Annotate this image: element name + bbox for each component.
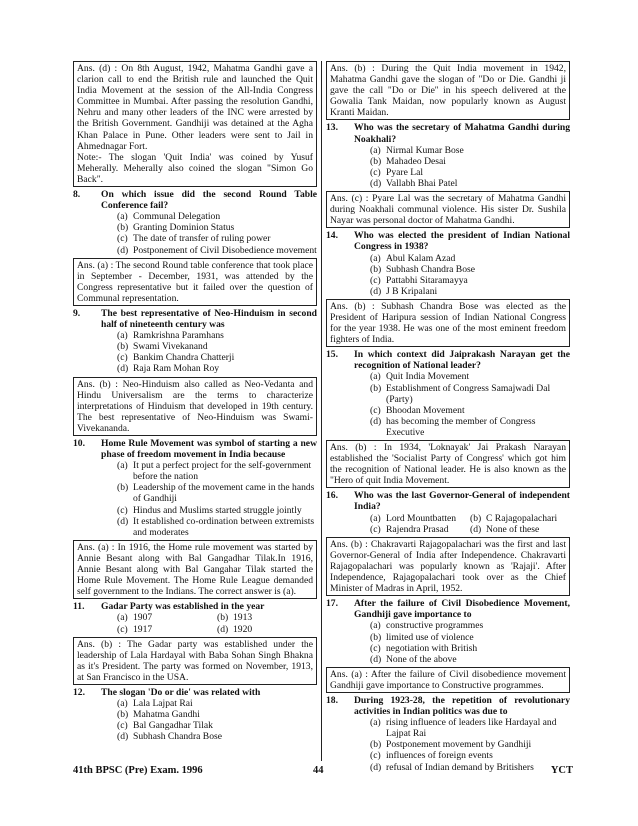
option [217,612,317,623]
option [117,612,217,623]
options-12 [117,698,317,742]
option-text: Postponement movement by Gandhiji [386,739,532,751]
option [370,717,570,739]
option-letter: (c) [370,274,381,286]
option-letter: (b) [370,631,382,643]
answer-14-text: Ans. (b) : Subhash Chandra Bose was elected as the President of Haripura session of Indian National Congress for the year 1938. He was one of the most eminent freedom fighters of India. [330,300,566,346]
option-text: It established co-ordination between extremists and moderates [133,515,315,538]
option-text: None of the above [386,653,457,665]
answer-7 [73,61,317,187]
question-18 [326,695,570,717]
option [370,156,570,167]
question-number: 8. [73,189,81,201]
option [370,145,570,156]
option-letter: (c) [370,523,381,535]
option [117,211,317,222]
answer-17-text: Ans. (a) : After the failure of Civil disobedience movement Gandhiji gave importance to Constructive programmes. [330,668,566,691]
answer-13-text: Ans. (c) : Pyare Lal was the secretary of Mahatma Gandhi during Noakhali communal violence. His sister Dr. Sushila Nayar was personal doctor of Mahatma Gandhi. [330,193,566,227]
option-letter: (c) [370,642,381,654]
option-text: Vallabh Bhai Patel [386,177,458,189]
option [117,709,317,720]
option-text: Bal Gangadhar Tilak [133,720,213,732]
option-text: Rajendra Prasad [386,523,449,535]
option-text: Pyare Lal [386,166,424,178]
option-letter: (c) [370,750,381,762]
question-8 [73,189,317,211]
question-text: The best representative of Neo-Hinduism in second half of nineteenth century was [101,307,317,331]
question-9 [73,308,317,330]
left-column [73,61,317,744]
answer-11 [73,637,317,685]
option-letter: (a) [117,698,128,710]
option-letter: (c) [117,720,128,732]
question-number: 12. [73,686,85,698]
option-text: The date of transfer of ruling power [133,233,271,245]
option-letter: (a) [117,612,128,624]
question-number: 14. [326,230,338,242]
question-text: Home Rule Movement was symbol of starting a new phase of freedom movement in India because [101,438,317,461]
options-10 [117,460,317,538]
option-letter: (c) [117,233,128,245]
option [117,330,317,341]
option-letter: (a) [370,371,381,383]
option-letter: (b) [470,512,482,524]
option-text: None of these [486,523,540,535]
option [117,482,317,504]
answer-8 [73,258,317,306]
option [117,698,317,709]
option [370,416,570,438]
option-text: It put a perfect project for the self-government before the nation [133,460,312,483]
column-divider [321,61,322,761]
option [370,632,570,643]
question-text: In which context did Jaiprakash Narayan get the recognition of National leader? [354,349,570,372]
option-text: Mahadeo Desai [386,155,446,167]
options-13 [370,145,570,189]
option-text: J B Kripalani [386,285,438,297]
option-letter: (a) [370,717,381,729]
option-letter: (b) [217,612,229,624]
answer-9-text: Ans. (b) : Neo-Hinduism also called as Neo-Vedanta and Hindu Universalism are the terms to characterize interpretations of Hinduism that developed in 19th century. The best representative of Neo-Hinduism was Swami-Vivekananda. [77,378,313,434]
option-letter: (a) [370,620,381,632]
option-text: Postponement of Civil Disobedience movement [133,244,317,256]
option [117,222,317,233]
options-9 [117,330,317,374]
option-text: limited use of violence [386,631,474,643]
answer-11-text: Ans. (b) : The Gadar party was established under the leadership of Lala Hardayal with Baba Sohan Singh Bhakna as it's President. The party was formed on November, 1913, at San Francisco in the USA. [77,638,313,683]
option-letter: (b) [370,263,382,275]
answer-7-note: Note:- The slogan 'Quit India' was coined by Yusuf Meherally. Meherally also coined the slogan "Simon Go Back". [77,151,313,185]
option-letter: (b) [370,155,382,167]
option [217,624,317,635]
option-letter: (b) [117,482,129,494]
question-17 [326,598,570,620]
option-letter: (a) [370,252,381,264]
option-text: Lala Lajpat Rai [133,698,193,710]
option [117,460,317,482]
option [117,720,317,731]
option-text: Bhoodan Movement [386,404,465,416]
option-text: 1917 [133,623,153,635]
question-11 [73,601,317,612]
option-letter: (c) [117,352,128,364]
option [370,524,470,535]
answer-15-text: Ans. (b) : In 1934, 'Loknayak' Jai Prakash Narayan established the 'Socialist Party of Congress' which got him the recognition of National leader. He is also known as the "Hero of quit India Movement. [330,442,566,487]
option-text: Communal Delegation [133,211,221,223]
option-text: Establishment of Congress Samajwadi Dal (Party) [386,382,551,405]
option-text: Bankim Chandra Chatterji [133,352,235,364]
option [370,167,570,178]
answer-10 [73,540,317,599]
question-text: Gadar Party was established in the year [101,601,265,613]
option-text: Lord Mountbatten [386,512,457,524]
option [117,233,317,244]
option [117,245,317,256]
option [370,383,570,405]
answer-14 [326,299,570,347]
option [370,513,470,524]
option-letter: (c) [117,623,128,635]
answer-12-text: Ans. (b) : During the Quit India movement in 1942, Mahatma Gandhi gave the slogan of "Do or Die. Gandhi ji gave the call "Do or Die'' in his speech delivered at the Gowalia Tank Maidan, now popularly known as August Kranti Maidan. [330,63,566,119]
question-16 [326,490,570,512]
answer-13 [326,191,570,228]
option [470,524,570,535]
option [370,620,570,631]
question-text: During 1923-28, the repetition of revolutionary activities in Indian politics was due to [354,694,570,718]
question-number: 17. [326,598,338,610]
answer-8-text: Ans. (a) : The second Round table conference that took place in September - December, 1931, was attended by the Congress representative but it failed over the question of Communal representation. [77,259,313,304]
option-text: refusal of Indian demand by Britishers [386,761,534,773]
option-text: 1907 [133,612,153,624]
option-text: C Rajagopalachari [486,512,558,524]
option [117,505,317,516]
option-letter: (d) [217,623,229,635]
option-letter: (b) [117,709,129,721]
option-letter: (b) [370,739,382,751]
question-number: 16. [326,490,338,502]
question-number: 15. [326,349,338,361]
option-text: Hindus and Muslims started struggle jointly [133,504,302,516]
option-text: rising influence of leaders like Hardayal and Lajpat Rai [386,717,557,740]
options-14 [370,253,570,297]
options-17 [370,620,570,664]
option-letter: (d) [370,177,382,189]
option [370,264,570,275]
question-text: Who was elected the president of Indian National Congress in 1938? [354,230,570,253]
option-letter: (d) [470,523,482,535]
option-letter: (d) [117,731,129,743]
option [470,513,570,524]
option-letter: (d) [117,244,129,256]
question-12 [73,687,317,698]
question-number: 11. [73,601,85,613]
footer-exam: 41th BPSC (Pre) Exam. 1996 [73,765,203,776]
option [370,275,570,286]
question-13 [326,122,570,144]
option-text: Mahatma Gandhi [133,709,200,721]
option [370,762,570,773]
options-18 [370,717,570,772]
question-text: After the failure of Civil Disobedience Movement, Gandhiji gave importance to [354,598,570,621]
footer-page-number: 44 [313,765,324,776]
right-column [326,61,570,775]
option-letter: (b) [117,222,129,234]
option-text: constructive programmes [386,620,484,632]
option [117,352,317,363]
option [117,731,317,742]
option-text: Raja Ram Mohan Roy [133,363,220,375]
option-letter: (a) [117,211,128,223]
question-14 [326,230,570,252]
answer-16 [326,537,570,596]
option-letter: (a) [370,144,381,156]
option-text: Pattabhi Sitaramayya [386,274,468,286]
option-text: Subhash Chandra Bose [133,731,222,743]
question-number: 10. [73,438,85,449]
option-text: 1920 [233,623,253,635]
option [370,405,570,416]
option [370,178,570,189]
option-text: Granting Dominion Status [133,222,235,234]
answer-12 [326,61,570,120]
answer-17 [326,667,570,693]
option-text: Swami Vivekanand [133,341,208,353]
option-letter: (c) [370,404,381,416]
question-number: 18. [326,694,338,706]
question-text: The slogan 'Do or die' was related with [101,686,261,698]
question-10 [73,438,317,460]
answer-9 [73,377,317,436]
question-text: On which issue did the second Round Table Conference fail? [101,189,317,212]
option [370,739,570,750]
question-text: Who was the last Governor-General of independent India? [354,490,570,513]
footer-brand: YCT [550,765,573,776]
answer-15 [326,440,570,488]
option-text: Quit India Movement [386,371,470,383]
options-16 [370,513,570,535]
options-15 [370,371,570,438]
option-letter: (d) [370,653,382,665]
option-text: Subhash Chandra Bose [386,263,475,275]
question-15 [326,349,570,371]
option-letter: (d) [370,285,382,297]
option [370,371,570,382]
question-number: 13. [326,122,338,134]
answer-10-text: Ans. (a) : In 1916, the Home rule movement was started by Annie Besant along with Bal Gangadhar Tilak.In 1916, Annie Besant along with Bal Gangahar Tilak started the Home Rule Movement. The Home Rule League demanded self government to the Indians. The correct answer is (a). [77,541,313,598]
option-text: Ramkrishna Paramhans [133,330,224,342]
answer-7-text: Ans. (d) : On 8th August, 1942, Mahatma Gandhi gave a clarion call to end the British rule and launched the Quit India Movement at the session of the All-India Congress Committee in Mumbai. After passing the resolution Gandhi, Nehru and many other leaders of the INC were arrested by the British Government. Gandhiji was detained at the Agha Khan Palace in Pune. Other leaders were sent to Jail in Ahmednagar Fort. [77,63,313,152]
answer-16-text: Ans. (b) : Chakravarti Rajagopalachari was the first and last Governor-General of India after Independence. Chakravarti Rajagopalachari was popularly known as 'Rajaji'. After Independence, Rajagopalachari took over as the Chief Minister of Madras in April, 1952. [330,538,566,595]
option [370,643,570,654]
option [117,624,217,635]
question-text: Who was the secretary of Mahatma Gandhi during Noakhali? [354,122,570,145]
option [117,341,317,352]
option [117,516,317,538]
option [370,654,570,665]
option-text: 1913 [233,612,253,624]
question-number: 9. [73,307,81,319]
option [370,750,570,761]
option [370,253,570,264]
option-letter: (b) [370,382,382,394]
option-letter: (d) [370,415,382,427]
option-text: negotiation with British [386,642,478,654]
option-letter: (b) [117,341,129,353]
option-text: Nirmal Kumar Bose [386,144,464,156]
option-letter: (d) [117,515,129,527]
option-letter: (c) [370,166,381,178]
option-text: Leadership of the movement came in the hands of Gandhiji [133,482,315,505]
option-letter: (c) [117,504,128,516]
option-text: influences of foreign events [386,750,493,762]
option-letter: (a) [370,512,381,524]
option-letter: (a) [117,460,128,472]
option-letter: (d) [370,761,382,773]
option-text: Abul Kalam Azad [386,252,456,264]
option [370,286,570,297]
option-text: has becoming the member of Congress Executive [386,415,536,438]
options-8 [117,211,317,255]
option [117,363,317,374]
option-letter: (a) [117,330,128,342]
option-letter: (d) [117,363,129,375]
options-11 [117,612,317,634]
